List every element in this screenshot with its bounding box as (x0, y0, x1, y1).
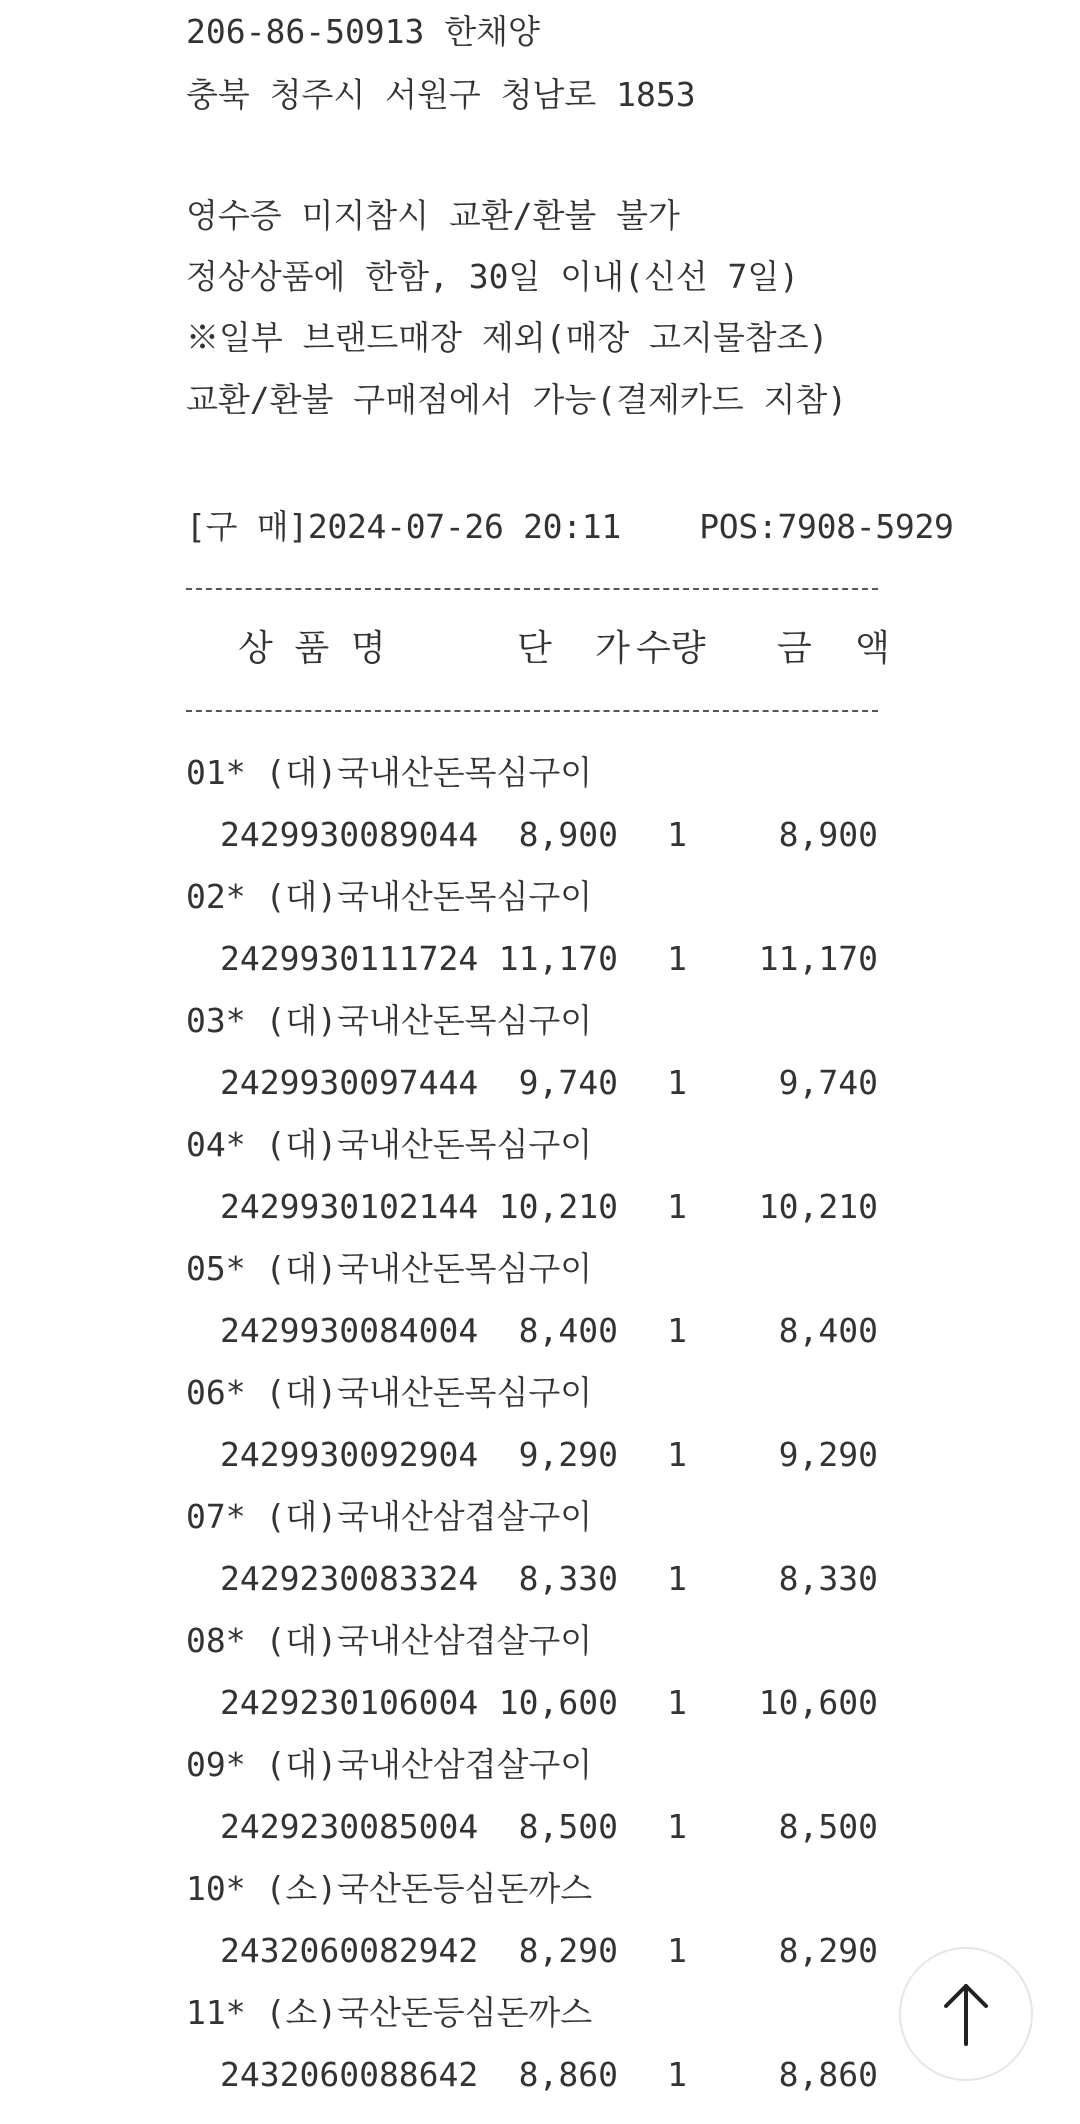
policy-line-4: 교환/환불 구매점에서 가능(결제카드 지참) (186, 380, 848, 419)
item-qty: 1 (667, 2055, 687, 2094)
item-code: 2429930102144 (220, 1187, 479, 1226)
item-code: 2429930089044 (220, 815, 479, 854)
item-qty: 1 (667, 1187, 687, 1226)
item-amount: 8,330 (778, 1559, 878, 1598)
item-qty: 1 (667, 1683, 687, 1722)
item-amount: 8,500 (778, 1807, 878, 1846)
column-header-name: 상 품 명 (238, 628, 386, 669)
item-name: 01* (대)국내산돈목심구이 (186, 753, 593, 792)
item-code: 2429230106004 (220, 1683, 479, 1722)
item-code: 2429230085004 (220, 1807, 479, 1846)
column-header-price: 단 가 (517, 628, 630, 669)
policy-line-2: 정상상품에 한함, 30일 이내(신선 7일) (186, 257, 800, 296)
item-code: 2432060088642 (220, 2055, 479, 2094)
item-amount: 11,170 (758, 939, 878, 978)
item-qty: 1 (667, 815, 687, 854)
item-qty: 1 (667, 1559, 687, 1598)
item-code: 2432060082942 (220, 1931, 479, 1970)
item-qty: 1 (667, 1311, 687, 1350)
item-name: 02* (대)국내산돈목심구이 (186, 877, 593, 916)
item-qty: 1 (667, 1931, 687, 1970)
column-header-qty: 수량 (636, 628, 706, 669)
item-name: 08* (대)국내산삼겹살구이 (186, 1621, 593, 1660)
item-amount: 9,290 (778, 1435, 878, 1474)
item-price: 8,400 (518, 1311, 618, 1350)
item-price: 8,860 (518, 2055, 618, 2094)
policy-line-3: ※일부 브랜드매장 제외(매장 고지물참조) (186, 318, 829, 357)
item-code: 2429930092904 (220, 1435, 479, 1474)
item-name: 11* (소)국산돈등심돈까스 (186, 1993, 593, 2032)
item-price: 11,170 (498, 939, 618, 978)
item-amount: 8,900 (778, 815, 878, 854)
item-price: 8,330 (518, 1559, 618, 1598)
item-code: 2429930111724 (220, 939, 479, 978)
item-name: 10* (소)국산돈등심돈까스 (186, 1869, 593, 1908)
divider-bottom (186, 710, 878, 712)
policy-line-1: 영수증 미지참시 교환/환불 불가 (186, 196, 680, 235)
arrow-up-icon (943, 1982, 989, 2046)
item-qty: 1 (667, 1063, 687, 1102)
divider-top (186, 588, 878, 590)
item-name: 04* (대)국내산돈목심구이 (186, 1125, 593, 1164)
item-code: 2429930097444 (220, 1063, 479, 1102)
item-price: 10,210 (498, 1187, 618, 1226)
item-qty: 1 (667, 1435, 687, 1474)
item-price: 8,900 (518, 815, 618, 854)
item-name: 07* (대)국내산삼겹살구이 (186, 1497, 593, 1536)
item-qty: 1 (667, 939, 687, 978)
column-header-amount: 금 액 (777, 628, 890, 669)
item-amount: 9,740 (778, 1063, 878, 1102)
store-address: 충북 청주시 서원구 청남로 1853 (186, 75, 696, 114)
store-business-line: 206-86-50913 한채양 (186, 12, 540, 51)
item-name: 09* (대)국내산삼겹살구이 (186, 1745, 593, 1784)
item-name: 03* (대)국내산돈목심구이 (186, 1001, 593, 1040)
scroll-to-top-button[interactable] (899, 1947, 1033, 2081)
item-price: 9,290 (518, 1435, 618, 1474)
item-amount: 10,600 (758, 1683, 878, 1722)
item-price: 9,740 (518, 1063, 618, 1102)
item-price: 10,600 (498, 1683, 618, 1722)
item-price: 8,290 (518, 1931, 618, 1970)
item-amount: 8,860 (778, 2055, 878, 2094)
item-amount: 8,400 (778, 1311, 878, 1350)
item-name: 05* (대)국내산돈목심구이 (186, 1249, 593, 1288)
item-code: 2429930084004 (220, 1311, 479, 1350)
item-amount: 10,210 (758, 1187, 878, 1226)
item-qty: 1 (667, 1807, 687, 1846)
item-amount: 8,290 (778, 1931, 878, 1970)
item-name: 06* (대)국내산돈목심구이 (186, 1373, 593, 1412)
item-code: 2429230083324 (220, 1559, 479, 1598)
item-price: 8,500 (518, 1807, 618, 1846)
transaction-header: [구 매]2024-07-26 20:11 POS:7908-5929 (186, 507, 954, 546)
